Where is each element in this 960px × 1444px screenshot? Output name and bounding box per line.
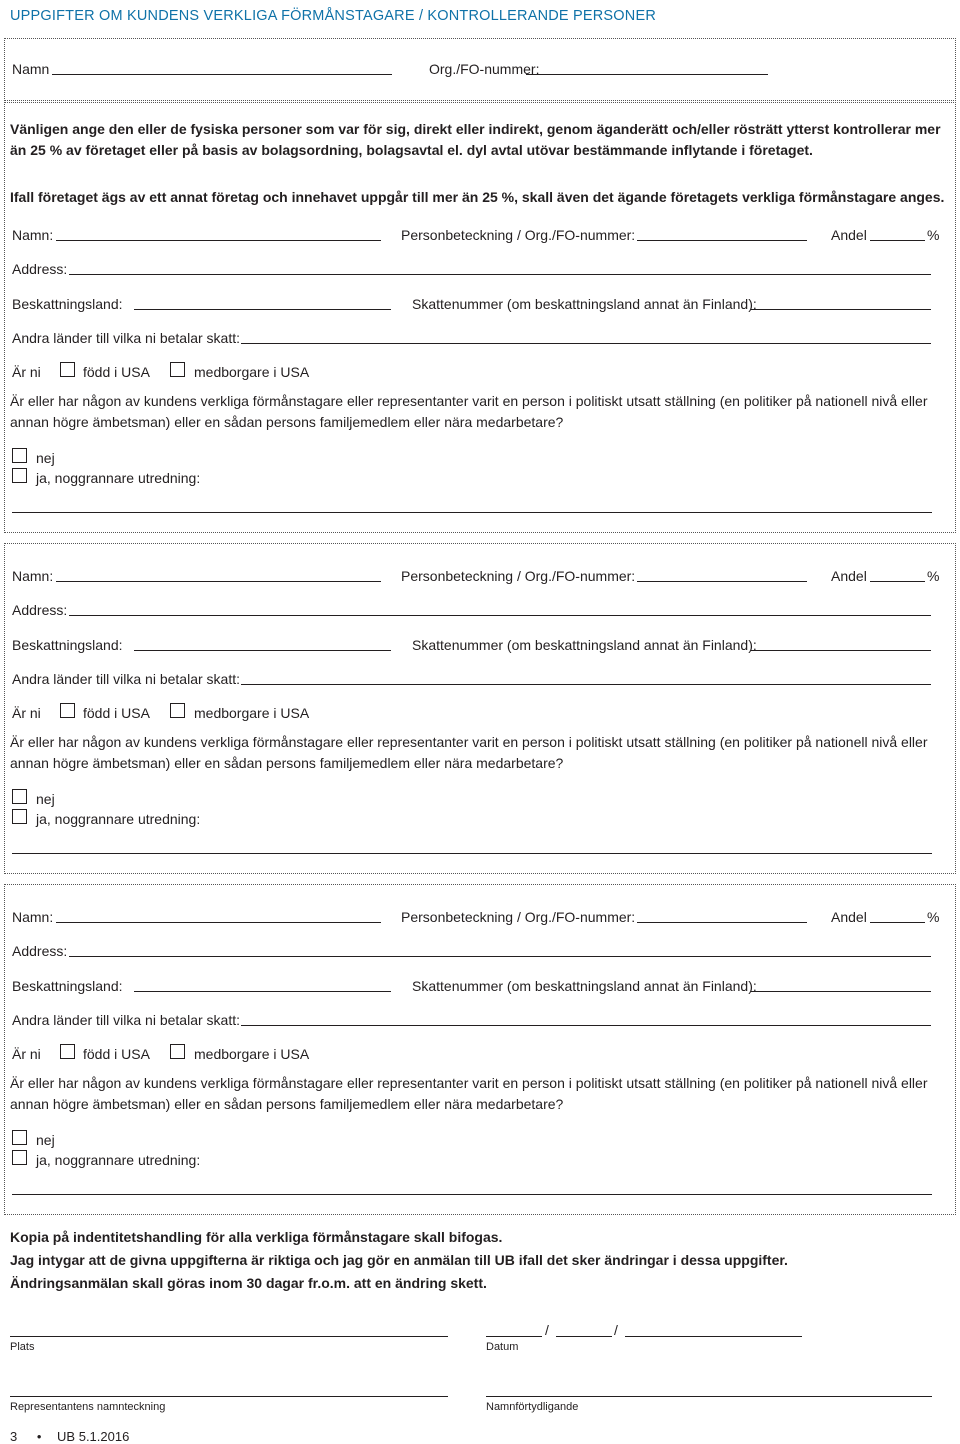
date-separator: / [545,1322,549,1338]
person-id-label: Personbeteckning / Org./FO-nummer: [401,227,636,243]
tax-number-field[interactable] [751,309,931,310]
citizen-usa-label: medborgare i USA [194,1046,310,1062]
tax-number-field[interactable] [751,650,931,651]
closing-change-notice: Ändringsanmälan skall göras inom 30 dagar fr.o.m. att en ändring skett. [10,1275,487,1291]
pep-yes-checkbox[interactable] [12,468,27,483]
pep-no-checkbox[interactable] [12,448,27,463]
address-field[interactable] [69,956,931,957]
address-label: Address: [12,261,68,277]
tax-number-label: Skattenummer (om beskattningsland annat än Finland): [412,637,757,653]
closing-confirmation: Jag intygar att de givna uppgifterna är riktiga och jag gör en anmälan till UB ifall det sker ändringar i dessa uppgifter. [10,1252,788,1268]
citizen-usa-checkbox[interactable] [170,362,185,377]
person-id-label: Personbeteckning / Org./FO-nummer: [401,909,636,925]
other-countries-label: Andra länder till vilka ni betalar skatt: [12,671,240,687]
person-name-label: Namn: [12,568,54,584]
citizen-usa-label: medborgare i USA [194,705,310,721]
pep-yes-label: ja, noggrannare utredning: [36,811,201,827]
tax-country-label: Beskattningsland: [12,637,123,653]
pep-no-label: nej [36,450,55,466]
page-footer [10,1429,129,1444]
tax-country-field[interactable] [134,309,391,310]
are-you-label: Är ni [12,1046,41,1062]
pep-details-field[interactable] [12,1194,932,1195]
other-countries-field[interactable] [241,1025,931,1026]
pep-yes-checkbox[interactable] [12,1150,27,1165]
document-code: UB 5.1.2016 [57,1429,130,1444]
other-countries-field[interactable] [241,684,931,685]
percent-sign: % [927,227,940,243]
tax-country-field[interactable] [134,650,391,651]
pep-no-checkbox[interactable] [12,1130,27,1145]
pep-details-field[interactable] [12,512,932,513]
born-usa-checkbox[interactable] [60,1044,75,1059]
date-day-field[interactable] [486,1336,542,1337]
tax-country-field[interactable] [134,991,391,992]
percent-sign: % [927,909,940,925]
pep-no-label: nej [36,1132,55,1148]
person-name-field[interactable] [56,240,381,241]
signature-field[interactable] [10,1396,448,1397]
org-number-label: Org./FO-nummer: [429,61,540,77]
closing-id-copy: Kopia på indentitetshandling för alla verkliga förmånstagare skall bifogas. [10,1229,503,1245]
footer-bullet: • [36,1429,42,1444]
tax-country-label: Beskattningsland: [12,296,123,312]
person-name-label: Namn: [12,227,54,243]
date-separator: / [614,1322,618,1338]
tax-country-label: Beskattningsland: [12,978,123,994]
citizen-usa-checkbox[interactable] [170,703,185,718]
pep-no-checkbox[interactable] [12,789,27,804]
tax-number-field[interactable] [751,991,931,992]
person-id-field[interactable] [637,240,807,241]
person-name-field[interactable] [56,922,381,923]
tax-number-label: Skattenummer (om beskattningsland annat än Finland): [412,296,757,312]
born-usa-checkbox[interactable] [60,703,75,718]
percent-sign: % [927,568,940,584]
share-label: Andel [831,909,867,925]
citizen-usa-checkbox[interactable] [170,1044,185,1059]
person-box-1 [4,102,956,533]
pep-question: Är eller har någon av kundens verkliga förmånstagare eller representanter varit en person i politiskt utsatt ställning (en politiker på nationell nivå eller annan högre ämbetsman) eller en sådan persons familjemedlem eller nära medarbetare? [10,393,928,430]
person-name-label: Namn: [12,909,54,925]
are-you-label: Är ni [12,705,41,721]
pep-question: Är eller har någon av kundens verkliga förmånstagare eller representanter varit en person i politiskt utsatt ställning (en politiker på nationell nivå eller annan högre ämbetsman) eller en sådan persons familjemedlem eller nära medarbetare? [10,734,928,771]
are-you-label: Är ni [12,364,41,380]
citizen-usa-label: medborgare i USA [194,364,310,380]
born-usa-label: född i USA [83,364,150,380]
born-usa-label: född i USA [83,1046,150,1062]
address-label: Address: [12,943,68,959]
header-box [4,38,956,101]
intro-paragraph-owner: Ifall företaget ägs av ett annat företag och innehavet uppgår till mer än 25 %, skall även det ägande företagets verkliga förmånstagare anges. [10,189,945,205]
place-label: Plats [10,1341,35,1353]
share-field[interactable] [870,240,925,241]
address-label: Address: [12,602,68,618]
share-label: Andel [831,568,867,584]
share-label: Andel [831,227,867,243]
pep-yes-label: ja, noggrannare utredning: [36,1152,201,1168]
person-id-label: Personbeteckning / Org./FO-nummer: [401,568,636,584]
born-usa-label: född i USA [83,705,150,721]
name-clarification-field[interactable] [486,1396,932,1397]
pep-details-field[interactable] [12,853,932,854]
name-label: Namn [12,61,50,77]
born-usa-checkbox[interactable] [60,362,75,377]
person-id-field[interactable] [637,581,807,582]
page-title: UPPGIFTER OM KUNDENS VERKLIGA FÖRMÅNSTAGARE / KONTROLLERANDE PERSONER [10,8,657,24]
page-number: 3 [10,1429,18,1444]
person-name-field[interactable] [56,581,381,582]
pep-question: Är eller har någon av kundens verkliga förmånstagare eller representanter varit en person i politiskt utsatt ställning (en politiker på nationell nivå eller annan högre ämbetsman) eller en sådan persons familjemedlem eller nära medarbetare? [10,1075,928,1112]
share-field[interactable] [870,922,925,923]
intro-paragraph: Vänligen ange den eller de fysiska personer som var för sig, direkt eller indirekt, genom äganderätt och/eller rösträtt ytterst kontrollerar mer än 25 % av företaget eller på basis av bolagsordning, bolagsavtal el. dyl avtal utövar bestämmande inflytande i företaget. [10,121,941,158]
date-month-field[interactable] [556,1336,612,1337]
date-year-field[interactable] [625,1336,802,1337]
other-countries-label: Andra länder till vilka ni betalar skatt: [12,330,240,346]
signature-label: Representantens namnteckning [10,1401,166,1413]
place-field[interactable] [10,1336,448,1337]
date-label: Datum [486,1341,519,1353]
address-field[interactable] [69,274,931,275]
other-countries-label: Andra länder till vilka ni betalar skatt: [12,1012,240,1028]
other-countries-field[interactable] [241,343,931,344]
pep-yes-label: ja, noggrannare utredning: [36,470,201,486]
pep-yes-checkbox[interactable] [12,809,27,824]
name-clarification-label: Namnförtydligande [486,1401,579,1413]
tax-number-label: Skattenummer (om beskattningsland annat än Finland): [412,978,757,994]
share-field[interactable] [870,581,925,582]
address-field[interactable] [69,615,931,616]
pep-no-label: nej [36,791,55,807]
person-id-field[interactable] [637,922,807,923]
